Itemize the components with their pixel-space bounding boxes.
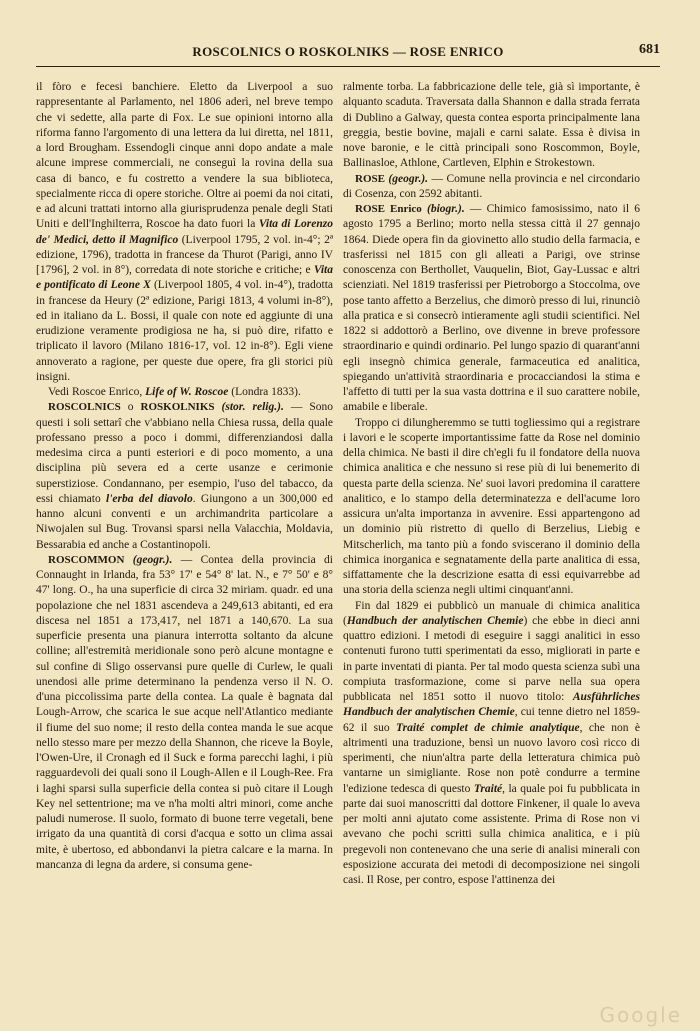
entry-term: ROSCOMMON bbox=[48, 553, 125, 566]
header-title: ROSCOLNICS O ROSKOLNIKS — ROSE ENRICO bbox=[192, 44, 504, 59]
text-run: ) che ebbe in dieci anni quattro edizioni. I metodi di eseguire i saggi analitici in esso contenuti furono tutti sperimentati da esso, migliorati in parte e in parte inventati di pianta. Per tal modo questa scienza subì una compiuta trasformazione, come si parve nella sua opera pubblicata nel 1851 sotto il nuovo titolo: bbox=[343, 614, 641, 703]
emphasis: l'erba del diavolo bbox=[106, 492, 193, 505]
roscoe-biography-paragraph bbox=[36, 80, 333, 385]
reference-paragraph bbox=[36, 385, 333, 400]
left-column bbox=[36, 80, 333, 873]
text-run: — Sono questi i soli settarî che v'abbiano nella Chiesa russa, della quale professano presso a poco i dommi, differenziandosi dalla medesima circa a punti esteriori e di poco momento, a una disciplina più severa ed a certe usanze e cerimonie superstiziose. Condannano, per esempio, l'uso del tabacco, da essi chiamato bbox=[36, 401, 334, 505]
text-run: — Contea della provincia di Connaught in Irlanda, fra 53° 17' e 54° 8' lat. N., e 7° 50' e 8° 47' long. O., ha una superficie di circa 32 miriam. quadr. ed una popolazione che nel 1831 ascendeva a 249,613 abitanti, ed era discesa nel 1851 a 173,417, nel 1871 a 140,670. La sua superficie presenta una pianura interrotta soltanto da alcune colline; all'estremità meridionale sono però alcune montagne e sul confine di Sligo osservansi pure quelle di Curlew, le quali unendosi alle prime determinano la pendenza verso il N. O. d'una piccolissima parte della contea. La quale è bagnata dal Lough-Arrow, che scarica le sue acque nell'Atlantico mediante il fiume del suo nome; il resto della contea manda le sue acque nello stesso mare per mezzo della Shannon, che riceve la Boyle, l'Owen-Ure, il Cronagh ed il Suck e forma parecchi laghi, i più ragguardevoli dei quali sono il Lough-Allen e il Lough-Ree. Fra i laghi sparsi sulla superficie della contea si può citare il Lough Key nel settentrione; ma ve n'ha molti altri minori, come anche paludi numerose. Il suolo, formato di buone terre vegetali, bene irrigato da una quantità di corsi d'acqua e sotto un clima assai mite, è ubertoso, ed abbondanvi la pietra calcare e la marna. In mancanza di legna da ardere, si consuma gene- bbox=[36, 553, 334, 871]
entry-category: (geogr.). bbox=[384, 172, 429, 185]
entry-category: (geogr.). bbox=[124, 553, 173, 566]
book-title: Life of W. Roscoe bbox=[145, 386, 229, 398]
text-run: , che non è altrimenti una traduzione, bensì un nuovo lavoro così ricco di sperimenti, che niun'altra parte della letteratura chimica può vantarne un simigliante. Rose non potè condurre a termine l'edizione tedesca di questo bbox=[343, 721, 640, 795]
entry-rose-geogr bbox=[343, 172, 640, 203]
text-run: Fin dal 1829 ei pubblicò un manuale di chimica analitica ( bbox=[343, 599, 640, 627]
book-title: Ausführliches Handbuch der analytischen Chemie bbox=[343, 691, 640, 719]
book-title: Vita di Lorenzo de' Medici, detto il Magnifico bbox=[36, 218, 333, 246]
text-run: . Giungono a un 300,000 ed hanno alcuni conventi e un archimandrita particolare a Niwojalen sul Bug. Trovansi sparsi nella Valacchia, Moldavia, Bessarabia ed anche a Costantinopoli. bbox=[36, 492, 334, 551]
entry-roscolnics bbox=[36, 400, 333, 553]
text-run: o bbox=[120, 401, 141, 414]
scan-watermark: Google bbox=[599, 1003, 682, 1027]
book-title: Vita e pontificato di Leone X bbox=[36, 264, 333, 292]
text-run: (Liverpool 1805, 4 vol. in-4°), tradotta in francese da Heury (2ª edizione, Parigi 1813, 4 volumi in-8°), ed in italiano da L. Bossi, il quale con note ed aggiunte di una erudizione veramente prodigiosa ne ha, si può dire, rifatto e triplicato il lavoro (Milano 1816-17, vol. 12 in-8°). Egli viene annoverato a ragione, per queste due opere, fra gli storici più insigni. bbox=[36, 279, 333, 383]
entry-roscommon bbox=[36, 553, 333, 873]
text-run: il fòro e fecesi banchiere. Eletto da Liverpool a suo rappresentante al Parlamento, nel 1806 aderì, nel breve tempo che vi sedette, alla parte di Fox. Le sue opinioni intorno alla riforma fanno l'argomento di una lettera da lui diretta, nel 1811, a lord Brougham. Essendogli cinque anni dopo andate a male alcune imprese commerciali, ne conseguì la rovina della sua casa di banco, e fu costretto a vendere la sua biblioteca, specialmente ricca di opere storiche. Oltre ai poemi da noi citati, e ad alcuni trattati intorno alla giurisprudenza penale degli Stati Uniti e dell'Inghilterra, Roscoe ha dato fuori la bbox=[36, 81, 333, 231]
book-title: Handbuch der analytischen Chemie bbox=[346, 614, 524, 627]
roscommon-continuation: ralmente torba. La fabbricazione delle tele, già sì importante, è alquanto scaduta. Traversata dalla Shannon e dalla strada ferrata di Dublino a Galway, questa contea esporta principalmente lana greggia, bestie bovine, majali e carni salate. Essa è divisa in nove baronie, e le città principali sono Roscommon, Boyle, Ballinasloe, Athlone, Cartleven, Elphin e Strokestown. bbox=[343, 81, 640, 170]
entry-term: ROSKOLNIKS bbox=[140, 401, 215, 414]
book-title: Traité complet de chimie analytique bbox=[396, 721, 580, 734]
entry-term: ROSE Enrico bbox=[355, 203, 422, 215]
running-header bbox=[36, 40, 660, 67]
entry-term: ROSCOLNICS bbox=[48, 401, 121, 414]
text-run: (Liverpool 1795, 2 vol. in-4°; 2ª edizione, 1796), tradotta in francese da Thurot (Parigi, anno IV [1796], 2 vol. in 8°), corredata di note storiche e critiche; e bbox=[36, 233, 333, 276]
page-number: 681 bbox=[639, 42, 660, 57]
entry-category: (biogr.). bbox=[421, 203, 465, 215]
text-run: , cui tenne dietro nel 1859-62 il suo bbox=[343, 706, 640, 734]
book-title: Traité bbox=[473, 782, 503, 795]
entry-rose-enrico bbox=[343, 202, 640, 416]
entry-term: ROSE bbox=[355, 172, 385, 185]
text-run: , la quale poi fu pubblicata in parte dai suoi manoscritti dal dottore Finkener, il quale lo aveva per molti anni ajutato come assistente. Prima di Rose non vi avevano che pochi scritti sulla chimica analitica, e i più pregevoli non contenevano che una serie di analisi minerali con esposizione accurata dei metodi di decomposizione nei singoli casi. Il Rose, per contro, espose l'attinenza dei bbox=[343, 782, 640, 886]
text-run: — Chimico famosissimo, nato il 6 agosto 1795 a Berlino; morto nella stessa città il 27 gennajo 1864. Diede opera fin da giovinetto allo studio della farmacia, e trasferissi nel 1815 con gli alleati a Parigi, ove strinse conoscenza con Berthollet, Vauquelin, Biot, Gay-Lussac e altri scienziati. Nel 1819 trasferissi per Pietroborgo a Stoccolma, ove pose tanto affetto a Berzelius, che dimorò presso di lui, rinunciò alla pratica e si consecrò intieramente agli studii scientifici. Nel 1822 si addottorò a Berlino, ove divenne in breve professore straordinario e quindi ordinario. Pel lungo spazio di quarant'anni egli insegnò chimica generale, farmaceutica ed analitica, spiegando un'attività straordinaria e procacciandosi la stima e l'affetto di tutti per la sua vasta dottrina e il suo carattere nobile, amabile e liberale. bbox=[343, 203, 640, 414]
right-column bbox=[343, 80, 640, 888]
text-run: (Londra 1833). bbox=[228, 386, 301, 398]
text-run: Vedi Roscoe Enrico, bbox=[48, 386, 146, 398]
rose-works-paragraph: Troppo ci dilungheremmo se tutti togliessimo qui a registrare i lavori e le scoperte importantissime fatte da Rose nel dominio della chimica. Ne basti il dire ch'egli fu il fondatore della nuova chimica analitica e che nessuno si rese più di lui benemerito di questa parte della scienza. Ne' suoi lavori predomina il carattere analitico, e lo stampo della determinatezza e dell'acume loro assicura un'alta importanza in avvenire. Essi appartengono ad un dominio più ristretto di quello di Berzelius, Liebig e Mitscherlich, ma tanto più a fondo sviscerano il dominio della chimica inorganica e segnatamente della parte analitica di essa, siffattamente che la descrizione esatta di essi equivarrebbe ad una storia della scienza negli ultimi cinquant'anni. bbox=[343, 416, 640, 597]
entry-category: (stor. relig.). bbox=[214, 401, 284, 414]
rose-handbook-paragraph bbox=[343, 599, 640, 889]
text-run: — Comune nella provincia e nel circondario di Cosenza, con 2592 abitanti. bbox=[343, 172, 640, 200]
